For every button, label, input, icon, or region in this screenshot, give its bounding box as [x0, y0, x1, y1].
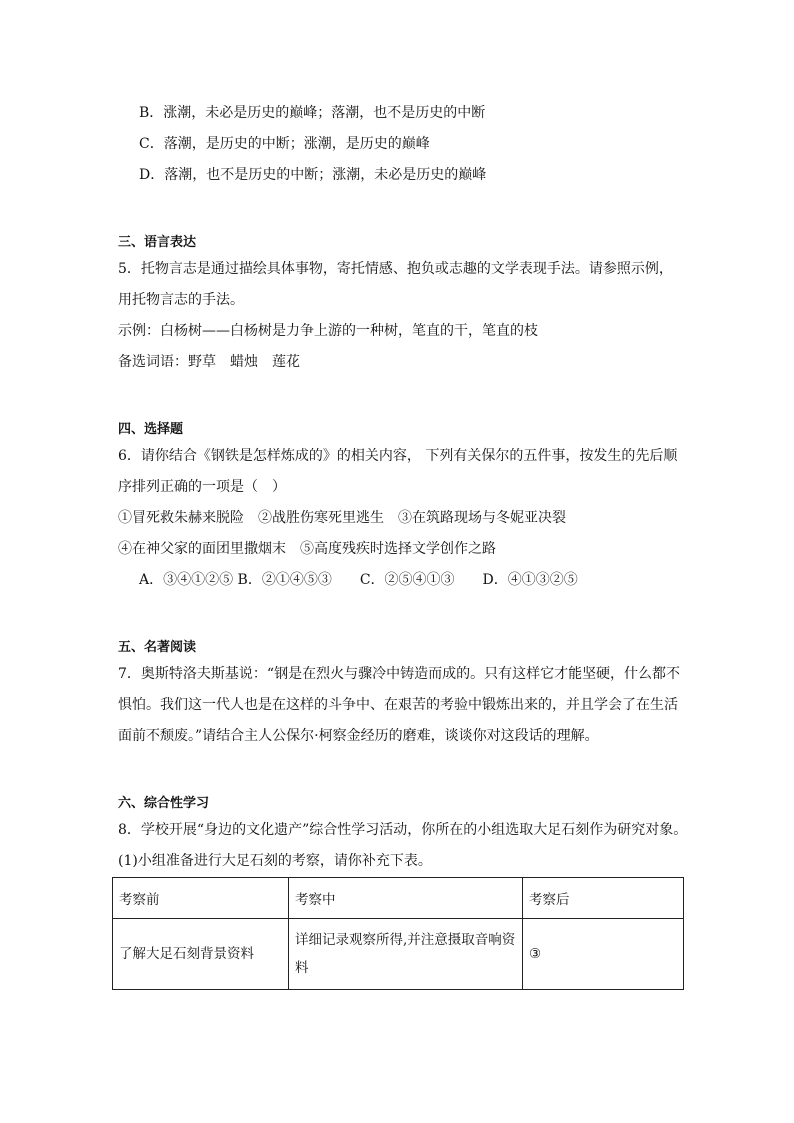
q6-text-line2: 序排列正确的一项是（ ）: [118, 479, 286, 495]
q6-events-line1: ①冒死救朱赫来脱险 ②战胜伤寒死里逃生 ③在筑路现场与冬妮亚决裂: [118, 510, 566, 526]
section6-heading: 六、综合性学习: [118, 796, 210, 811]
q4-option-b: B．涨潮，未必是历史的巅峰；落潮，也不是历史的中断: [139, 105, 486, 121]
table-cell-after-blank[interactable]: ③: [523, 919, 684, 990]
q7-text-line2: 惧怕。我们这一代人也是在这样的斗争中、在艰苦的考验中锻炼出来的，并且学会了在生活: [118, 697, 678, 713]
q6-answer-choices: A．③④①②⑤ B．②①④⑤③ C．②⑤④①③ D．④①③②⑤: [139, 572, 578, 588]
table-header-before: 考察前: [113, 878, 289, 919]
table-row: [113, 919, 684, 990]
section4-heading: 四、选择题: [118, 422, 184, 437]
table-header-during: 考察中: [289, 878, 523, 919]
q5-text-line2: 用托物言志的手法。: [118, 292, 244, 308]
table-header-after: 考察后: [523, 878, 684, 919]
table-cell-during: 详细记录观察所得,并注意摄取音响资料: [289, 919, 523, 990]
section5-heading: 五、名著阅读: [118, 640, 197, 655]
survey-table: [112, 877, 684, 990]
q4-option-d: D．落潮，也不是历史的中断；涨潮，未必是历史的巅峰: [139, 167, 487, 183]
q5-example: 示例：白杨树——白杨树是力争上游的一种树，笔直的干，笔直的枝: [118, 323, 538, 339]
q8-subquestion: (1)小组准备进行大足石刻的考察，请你补充下表。: [118, 853, 432, 869]
table-cell-before: 了解大足石刻背景资料: [113, 919, 289, 990]
q5-word-choices: 备选词语：野草 蜡烛 莲花: [118, 354, 300, 370]
q4-option-c: C．落潮，是历史的中断；涨潮，是历史的巅峰: [139, 136, 430, 152]
section3-heading: 三、语言表达: [118, 235, 197, 250]
q7-text-line3: 面前不颓废。”请结合主人公保尔·柯察金经历的磨难，谈谈你对这段话的理解。: [118, 728, 599, 744]
q6-events-line2: ④在神父家的面团里撒烟末 ⑤高度残疾时选择文学创作之路: [118, 541, 496, 557]
q6-text-line1: 6．请你结合《钢铁是怎样炼成的》的相关内容， 下列有关保尔的五件事，按发生的先后顺: [118, 448, 678, 464]
q8-text-line1: 8．学校开展“身边的文化遗产”综合性学习活动，你所在的小组选取大足石刻作为研究对象。: [118, 822, 688, 838]
q7-text-line1: 7．奥斯特洛夫斯基说：“钢是在烈火与骤冷中铸造而成的。只有这样它才能坚硬，什么都不: [118, 666, 681, 682]
table-header-row: [113, 878, 684, 919]
q5-text-line1: 5．托物言志是通过描绘具体事物，寄托情感、抱负或志趣的文学表现手法。请参照示例，: [118, 261, 673, 277]
